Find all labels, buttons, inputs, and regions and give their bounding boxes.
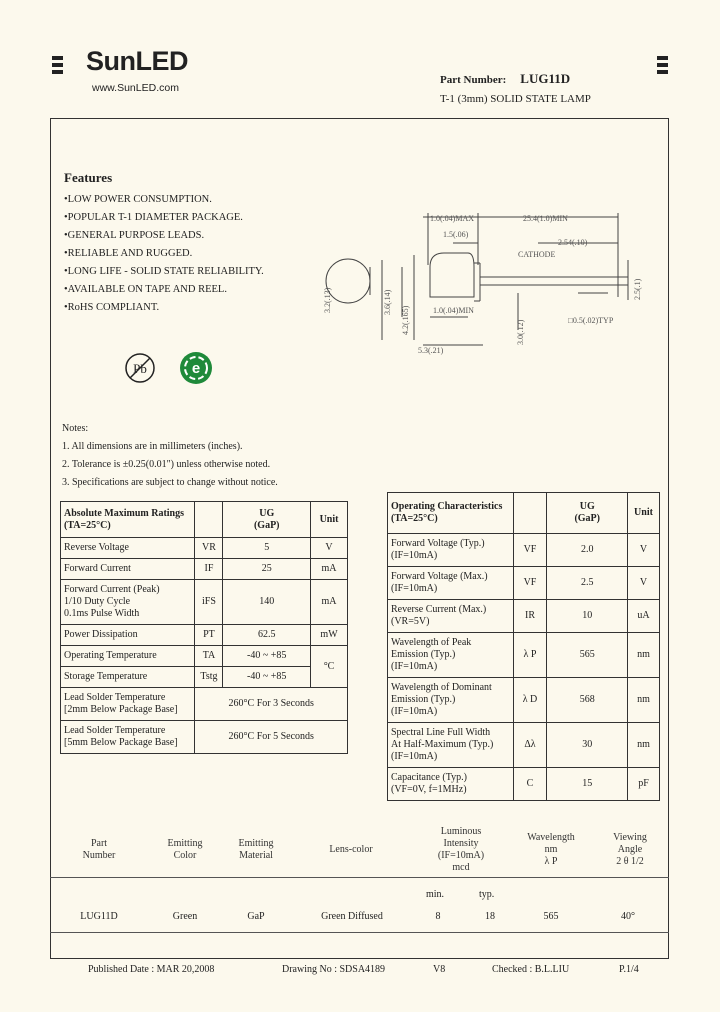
col-angle: Viewing (613, 832, 647, 843)
table-header-cell: Operating Characteristics (TA=25°C) (388, 493, 514, 534)
table-header-cell: Unit (311, 502, 348, 538)
table-row: Forward Current IF 25 mA (61, 559, 348, 580)
table-row: Forward Voltage (Max.) (IF=10mA) VF 2.5 V (388, 567, 660, 600)
table-row: Power Dissipation PT 62.5 mW (61, 625, 348, 646)
cell-angle: 40° (621, 911, 635, 922)
selection-guide-header: Part Number Emitting Color Emitting Material Lens-color Luminous Intensity (IF=10mA) mcd Wavelength nm λ P Viewing Angle 2 θ 1/2 (50, 826, 669, 876)
table-row: Forward Current (Peak) 1/10 Duty Cycle 0.1ms Pulse Width iFS 140 mA (61, 580, 348, 625)
header-mark-left (52, 63, 63, 67)
header-mark-right (657, 70, 668, 74)
note-item: 1. All dimensions are in millimeters (inches). (62, 441, 243, 452)
table-row: Wavelength of Dominant Emission (Typ.) (IF=10mA) λ D 568 nm (388, 678, 660, 723)
part-number-block (440, 70, 570, 88)
feature-item: •LONG LIFE - SOLID STATE RELIABILITY. (64, 266, 264, 277)
part-number-label: Part Number: (440, 74, 507, 86)
feature-item: •RELIABLE AND RUGGED. (64, 248, 193, 259)
company-website[interactable]: www.SunLED.com (92, 82, 179, 94)
drawing-number: Drawing No : SDSA4189 (282, 964, 386, 975)
table-header-cell (513, 493, 547, 534)
cell-material: GaP (247, 911, 265, 922)
dim-label: 4.2(.165) (401, 305, 410, 335)
cell-min: 8 (435, 911, 441, 922)
published-date: Published Date : MAR 20,2008 (88, 964, 215, 975)
dim-label: 1.0(.04)MAX (430, 214, 474, 223)
feature-item: •POPULAR T-1 DIAMETER PACKAGE. (64, 212, 243, 223)
cell-typ: 18 (485, 911, 495, 922)
table-row: Forward Voltage (Typ.) (IF=10mA) VF 2.0 V (388, 534, 660, 567)
divider (50, 932, 669, 933)
dim-label: 5.3(.21) (418, 346, 444, 355)
notes (62, 422, 278, 494)
page-number: P.1/4 (619, 964, 639, 975)
cell-color: Green (172, 911, 198, 922)
col-part: Part (90, 838, 108, 849)
pb-free-icon (124, 352, 156, 384)
col-typ: typ. (479, 889, 495, 900)
header-mark-right (657, 63, 668, 67)
divider (50, 877, 669, 878)
table-row: Reverse Current (Max.) (VR=5V) IR 10 uA (388, 600, 660, 633)
footer (50, 959, 669, 981)
table-row: Reverse Voltage VR 5 V (61, 538, 348, 559)
table-header-cell: Absolute Maximum Ratings (TA=25°C) (61, 502, 195, 538)
feature-item: •AVAILABLE ON TAPE AND REEL. (64, 284, 227, 295)
cell-wavelength: 565 (543, 911, 559, 922)
part-number: LUG11D (520, 71, 571, 86)
table-row: Operating Temperature TA -40 ~ +85 °C (61, 646, 348, 667)
table-row: Lead Solder Temperature [2mm Below Package Base] 260°C For 3 Seconds (61, 688, 348, 721)
table-row: Spectral Line Full Width At Half-Maximum (Typ.) (IF=10mA) Δλ 30 nm (388, 723, 660, 768)
dim-label: 25.4(1.0)MIN (523, 214, 568, 223)
operating-characteristics-table (387, 492, 660, 801)
col-min: min. (426, 889, 445, 900)
dim-label: 1.0(.04)MIN (433, 306, 474, 315)
rohs-label: e (191, 360, 201, 377)
pb-label: Pb (133, 361, 147, 376)
features-title: Features (64, 170, 113, 185)
dim-label: 3.2(.13) (323, 287, 332, 313)
feature-item: •GENERAL PURPOSE LEADS. (64, 230, 205, 241)
cell-lens: Green Diffused (321, 911, 383, 922)
package-dimension-diagram (318, 205, 648, 355)
company-logo: SunLED (86, 46, 188, 76)
version: V8 (433, 964, 446, 975)
dim-label: 1.5(.06) (443, 230, 469, 239)
table-header-cell (195, 502, 223, 538)
table-row: Lead Solder Temperature [5mm Below Package Base] 260°C For 5 Seconds (61, 721, 348, 754)
col-lens: Lens-color (329, 844, 373, 855)
dim-label: 3.6(.14) (383, 289, 392, 315)
table-header-cell: UG (GaP) (223, 502, 311, 538)
table-row: Storage Temperature Tstg -40 ~ +85 (61, 667, 348, 688)
dim-label: 2.54(.10) (558, 238, 588, 247)
absolute-maximum-ratings-table (60, 501, 348, 754)
checked-by: Checked : B.L.LIU (492, 964, 570, 975)
rohs-icon (178, 350, 214, 386)
header-mark-left (52, 70, 63, 74)
table-row: Wavelength of Peak Emission (Typ.) (IF=10mA) λ P 565 nm (388, 633, 660, 678)
feature-item: •RoHS COMPLIANT. (64, 302, 160, 313)
header-mark-right (657, 56, 668, 60)
feature-item: •LOW POWER CONSUMPTION. (64, 194, 212, 205)
dim-label: □0.5(.02)TYP (568, 316, 614, 325)
col-material: Emitting (238, 838, 274, 849)
cathode-label: CATHODE (518, 250, 556, 259)
col-color: Emitting (167, 838, 203, 849)
col-wavelength: Wavelength (527, 832, 575, 843)
note-item: 2. Tolerance is ±0.25(0.01") unless otherwise noted. (62, 459, 271, 470)
note-item: 3. Specifications are subject to change without notice. (62, 477, 278, 488)
header-mark-left (52, 56, 63, 60)
dim-label: 2.5(.1) (633, 278, 642, 300)
col-intensity: Luminous (440, 826, 482, 837)
features-list (64, 193, 264, 319)
dim-label: 3.0(.12) (516, 319, 525, 345)
notes-title: Notes: (62, 423, 89, 434)
cell-part: LUG11D (80, 911, 118, 922)
table-row: Capacitance (Typ.) (VF=0V, f=1MHz) C 15 pF (388, 768, 660, 801)
table-header-cell: UG (GaP) (547, 493, 628, 534)
product-subtitle: T-1 (3mm) SOLID STATE LAMP (440, 93, 591, 105)
table-header-cell: Unit (628, 493, 660, 534)
